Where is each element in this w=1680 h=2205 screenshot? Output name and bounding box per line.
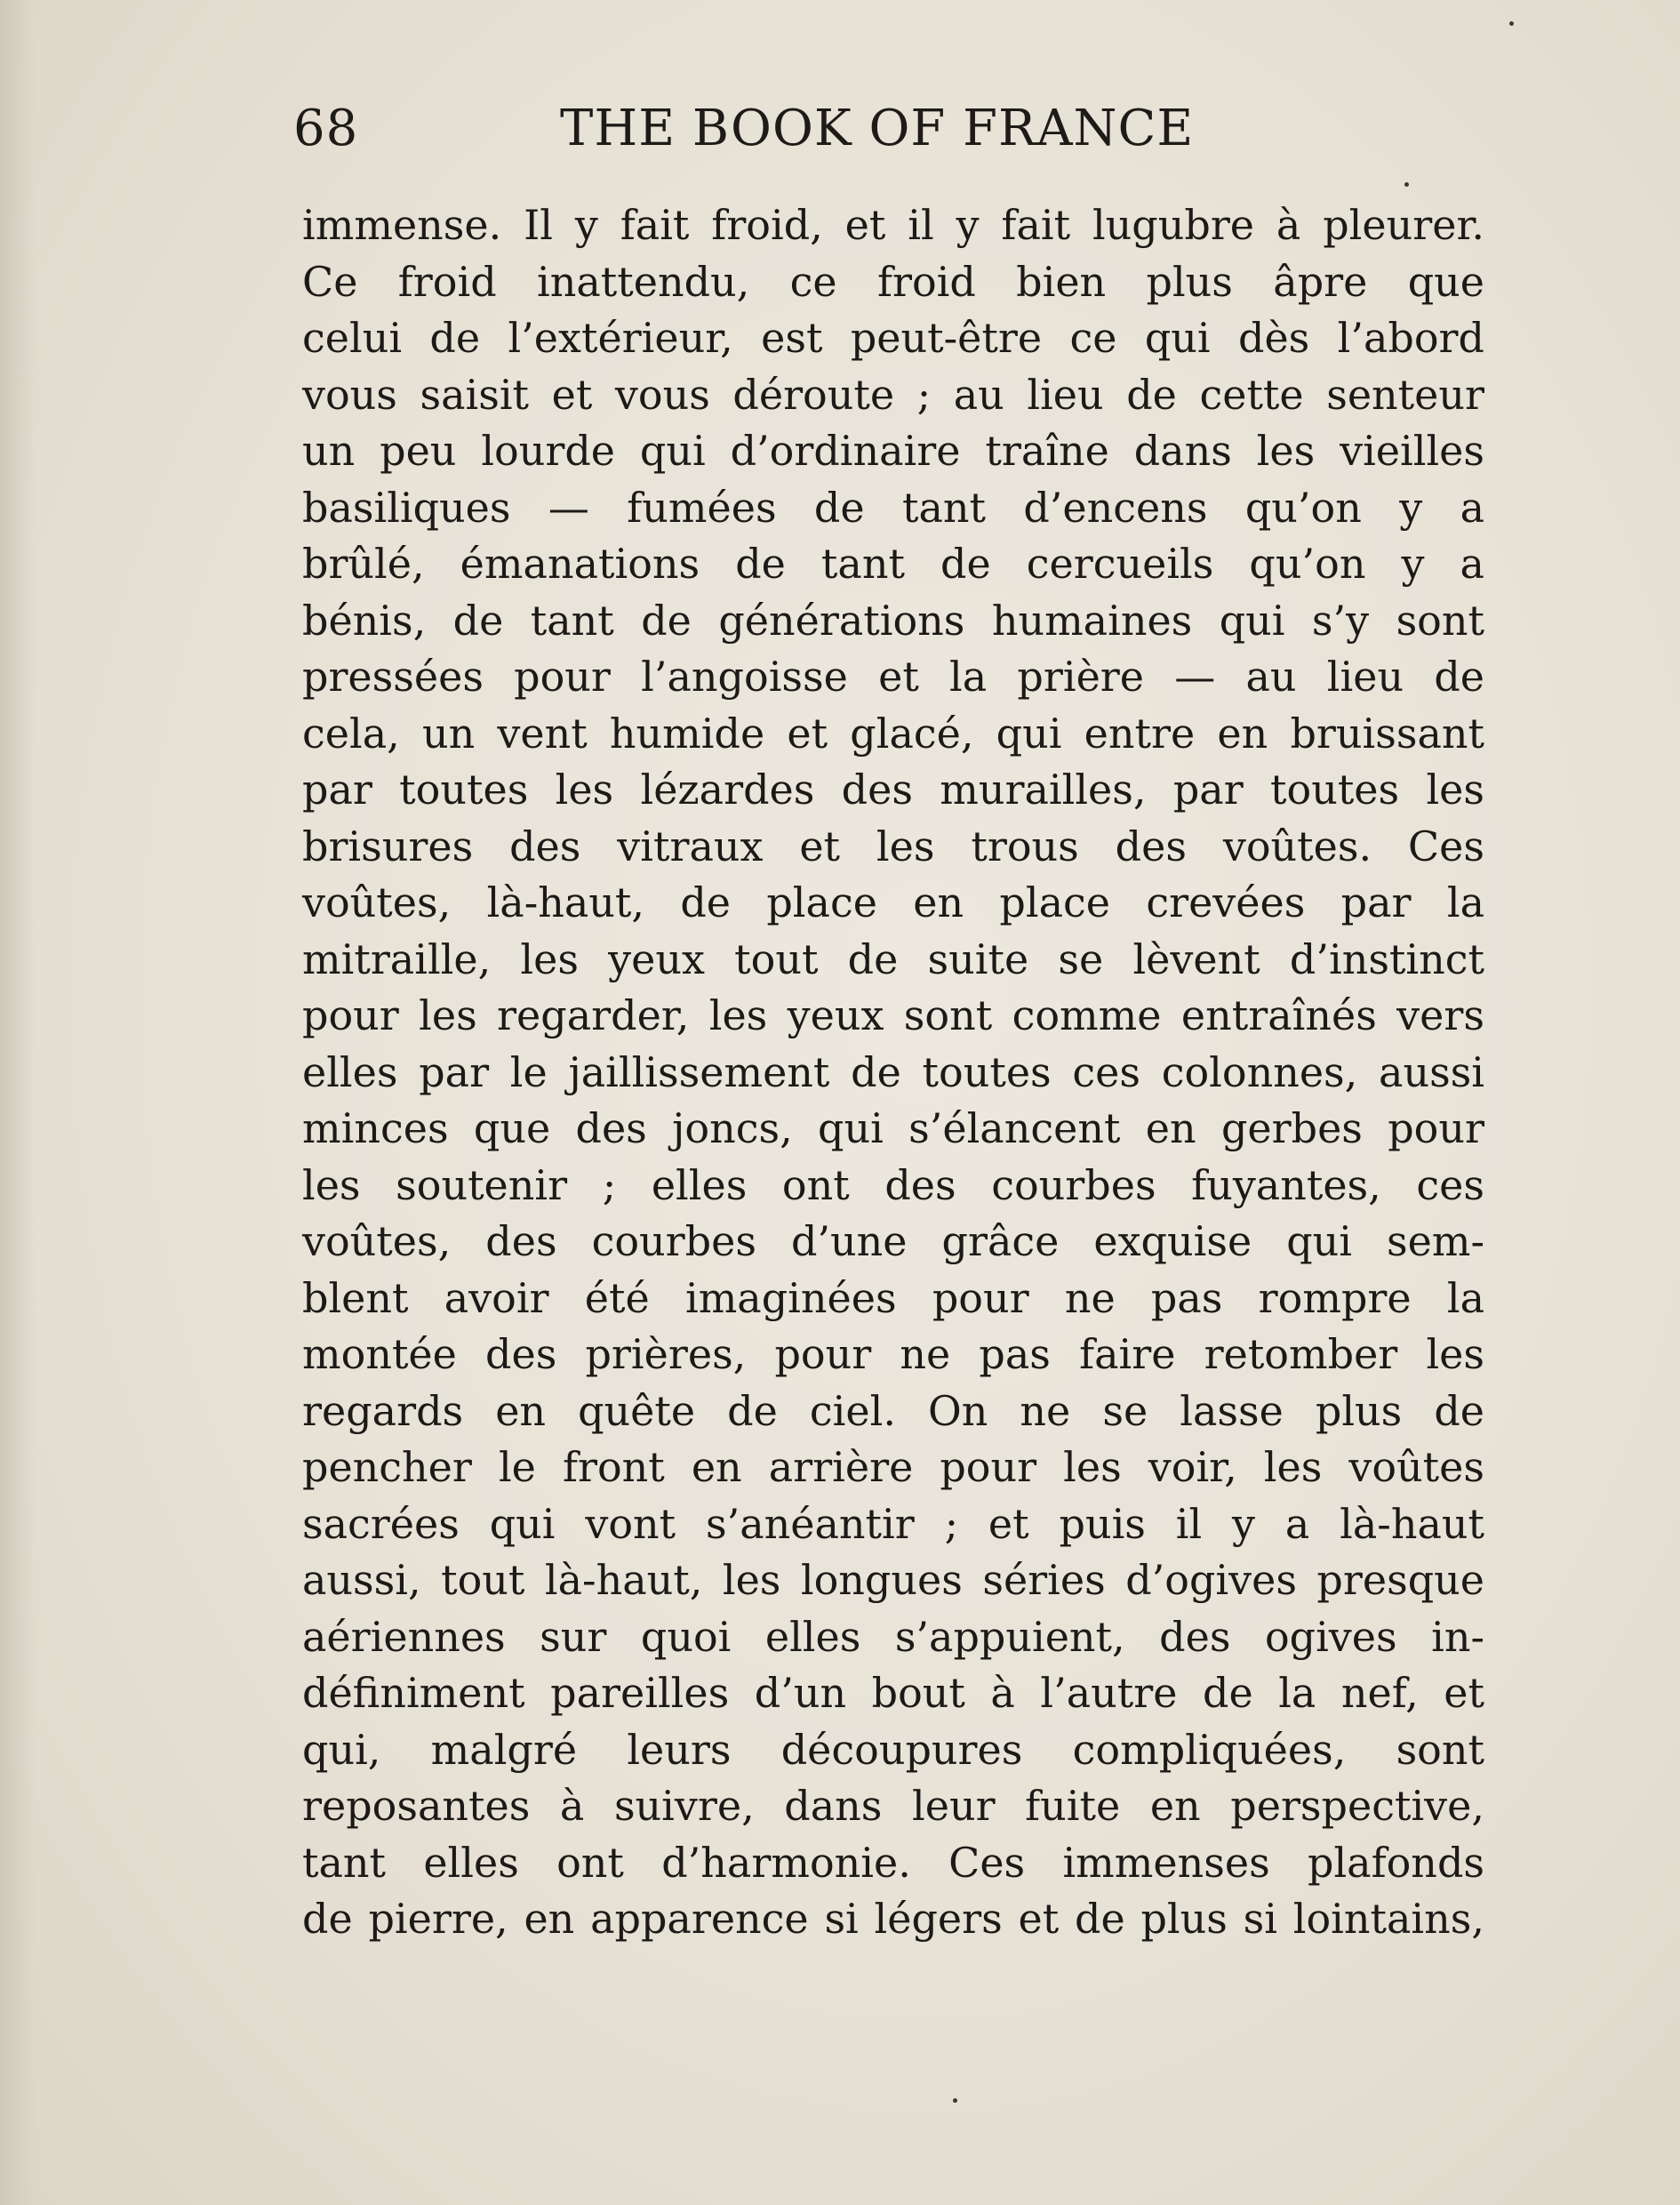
paper-speck [1404, 182, 1409, 187]
text-line: de pierre, en apparence si légers et de plus si lointains, [302, 1895, 1484, 1943]
text-line: aériennes sur quoi elles s’appuient, des ogives in- [302, 1612, 1484, 1661]
text-line: vous saisit et vous déroute ; au lieu de cette senteur [302, 370, 1484, 419]
text-line: elles par le jaillissement de toutes ces colonnes, aussi [302, 1047, 1484, 1096]
text-line: reposantes à suivre, dans leur fuite en perspective, [302, 1782, 1484, 1830]
text-line: sacrées qui vont s’anéantir ; et puis il y a là-haut [302, 1499, 1484, 1548]
body-text [302, 197, 1484, 1948]
text-line: les soutenir ; elles ont des courbes fuyantes, ces [302, 1160, 1484, 1209]
text-line: montée des prières, pour ne pas faire retomber les [302, 1330, 1484, 1378]
text-line: blent avoir été imaginées pour ne pas rompre la [302, 1273, 1484, 1322]
text-line: voûtes, des courbes d’une grâce exquise qui sem- [302, 1217, 1484, 1265]
text-line: regards en quête de ciel. On ne se lasse plus de [302, 1386, 1484, 1435]
text-line: pressées pour l’angoisse et la prière — au lieu de [302, 653, 1484, 701]
running-head [293, 100, 1218, 162]
paper-speck [953, 2098, 957, 2103]
text-line: aussi, tout là-haut, les longues séries d’ogives presque [302, 1556, 1484, 1604]
text-line: basiliques — fumées de tant d’encens qu’on y a [302, 483, 1484, 532]
page-edge-shadow [0, 0, 36, 2205]
text-line: bénis, de tant de générations humaines qui s’y sont [302, 596, 1484, 645]
text-line: qui, malgré leurs découpures compliquées, sont [302, 1725, 1484, 1774]
text-line: immense. Il y fait froid, et il y fait lugubre à pleurer. [302, 201, 1484, 249]
page-number: 68 [293, 100, 359, 157]
text-line: par toutes les lézardes des murailles, par toutes les [302, 766, 1484, 814]
text-line: brûlé, émanations de tant de cercueils qu’on y a [302, 540, 1484, 588]
book-title: THE BOOK OF FRANCE [560, 100, 1195, 157]
text-line: brisures des vitraux et les trous des voûtes. Ces [302, 822, 1484, 870]
text-line: tant elles ont d’harmonie. Ces immenses plafonds [302, 1838, 1484, 1887]
text-line: mitraille, les yeux tout de suite se lèvent d’instinct [302, 934, 1484, 983]
text-line: Ce froid inattendu, ce froid bien plus âpre que [302, 257, 1484, 306]
text-line: définiment pareilles d’un bout à l’autre de la nef, et [302, 1669, 1484, 1717]
text-line: voûtes, là-haut, de place en place crevées par la [302, 878, 1484, 926]
text-line: pencher le front en arrière pour les voir, les voûtes [302, 1443, 1484, 1491]
text-line: un peu lourde qui d’ordinaire traîne dans les vieilles [302, 427, 1484, 475]
text-line: celui de l’extérieur, est peut-être ce qui dès l’abord [302, 314, 1484, 362]
text-line: cela, un vent humide et glacé, qui entre en bruissant [302, 709, 1484, 758]
paper-speck [1509, 21, 1514, 26]
text-line: minces que des joncs, qui s’élancent en gerbes pour [302, 1104, 1484, 1152]
text-line: pour les regarder, les yeux sont comme entraînés vers [302, 991, 1484, 1039]
